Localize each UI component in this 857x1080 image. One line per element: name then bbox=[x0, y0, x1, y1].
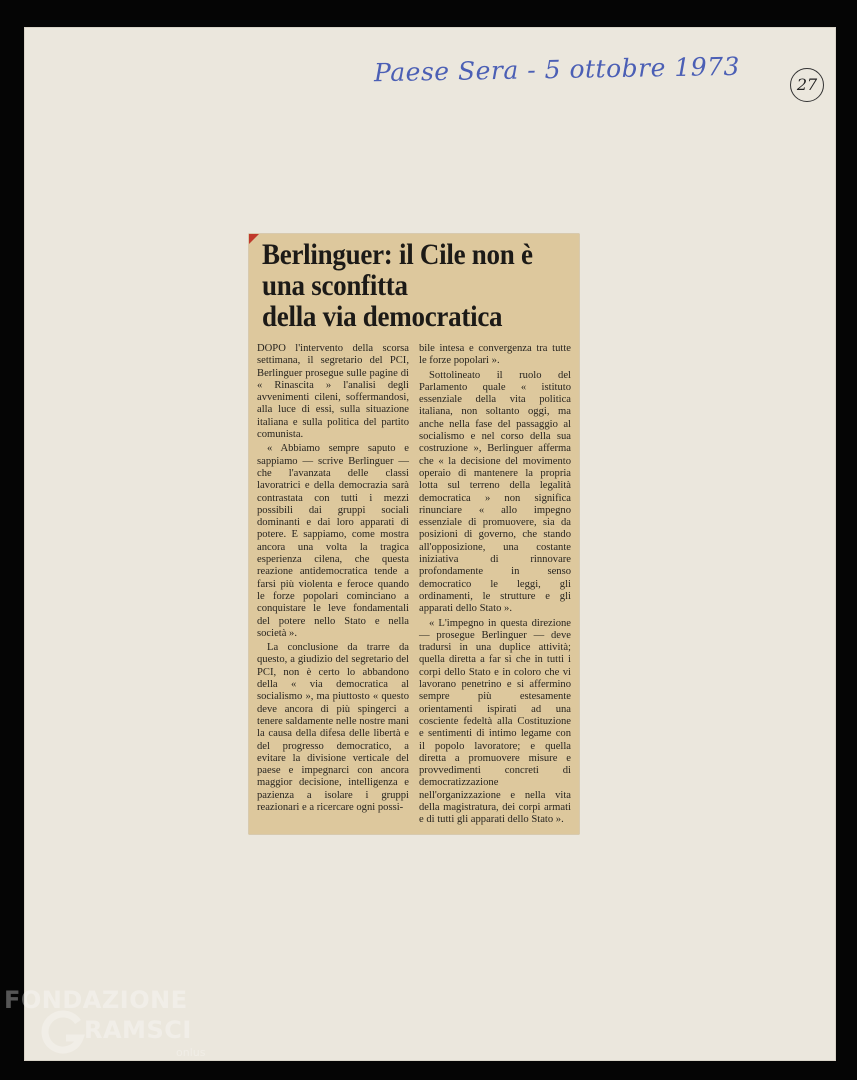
article-headline bbox=[262, 239, 576, 332]
watermark-onlus: onlus bbox=[176, 1046, 206, 1059]
paragraph: bile intesa e convergenza tra tutte le forze popolari ». bbox=[419, 343, 571, 367]
headline-line-3: della via democratica bbox=[262, 300, 503, 333]
paragraph: « Abbiamo sempre saputo e sappiamo — scrive Berlinguer — che l'avanzata delle classi lavoratrici e della democrazia sarà contrastata con tutti i mezzi possibili dai gruppi sociali dominanti e dai loro apparati di potere. E sappiamo, come mostra ancora una volta la tragica esperienza cilena, che questa reazione antidemocratica tende a farsi più violenta e feroce quando le forze popolari cominciano a conquistare le leve fondamentali del potere nello Stato e nella società ». bbox=[257, 443, 409, 639]
paragraph: « L'impegno in questa direzione — prosegue Berlinguer — deve tradursi in una duplice attività; quella diretta a far sì che in tutti i corpi dello Stato e in coloro che vi lavorano penetrino e si affermino sempre più estesamente orientamenti ispirati ad una cosciente fedeltà alla Costituzione e sentimenti di intimo legame con il popolo lavoratore; e quella diretta a promuovere misure e provvedimenti concreti di democratizzazione nell'organizzazione e nella vita della magistratura, dei corpi armati e di tutti gli apparati dello Stato ». bbox=[419, 617, 571, 826]
paragraph: DOPO l'intervento della scorsa settimana, il segretario del PCI, Berlinguer prosegue sulle pagine di « Rinascita » l'analisi degli avvenimenti cileni, soffermandosi, alla luce di essi, sulla situazione italiana e sulla politica del partito comunista. bbox=[257, 343, 409, 441]
paragraph: La conclusione da trarre da questo, a giudizio del segretario del PCI, non è certo lo abbandono della « via democratica al socialismo », ma piuttosto « questo deve ancora di più spingerci a tenere saldamente nelle nostre mani la causa della difesa delle libertà e del progresso democratico, a evitare la divisione verticale del paese e impegnarci con ancora maggior decisione, intelligenza e pazienza a isolare i gruppi reazionari e a ricercare ogni possi- bbox=[257, 642, 409, 813]
article-body bbox=[257, 343, 571, 829]
newspaper-clipping bbox=[249, 234, 579, 834]
watermark-g-logo-icon bbox=[38, 1008, 88, 1058]
watermark-line-2: RAMSCI bbox=[84, 1016, 192, 1044]
article-column-right bbox=[419, 343, 571, 829]
headline-line-1: Berlinguer: il Cile non è bbox=[262, 238, 533, 271]
watermark-line-1: FONDAZIONE bbox=[4, 986, 188, 1014]
handwritten-source-note: Paese Sera - 5 ottobre 1973 bbox=[373, 51, 741, 88]
fondazione-gramsci-watermark bbox=[4, 986, 224, 1076]
headline-line-2: una sconfitta bbox=[262, 269, 408, 302]
red-corner-mark bbox=[249, 234, 259, 244]
circled-page-number: 27 bbox=[790, 68, 824, 102]
article-column-left bbox=[257, 343, 409, 829]
paragraph: Sottolineato il ruolo del Parlamento quale « istituto essenziale della vita politica italiana, non soltanto oggi, ma anche nella fase del passaggio al socialismo e nel corso della sua costruzione », Berlinguer afferma che « la decisione del movimento operaio di mantenere la propria lotta sul terreno della legalità democratica » non significa rinunciare « allo impegno essenziale di promuovere, sia da posizioni di governo, che stando all'opposizione, una costante iniziativa di rinnovare profondamente in senso democratico le leggi, gli ordinamenti, le strutture e gli apparati dello Stato ». bbox=[419, 369, 571, 615]
